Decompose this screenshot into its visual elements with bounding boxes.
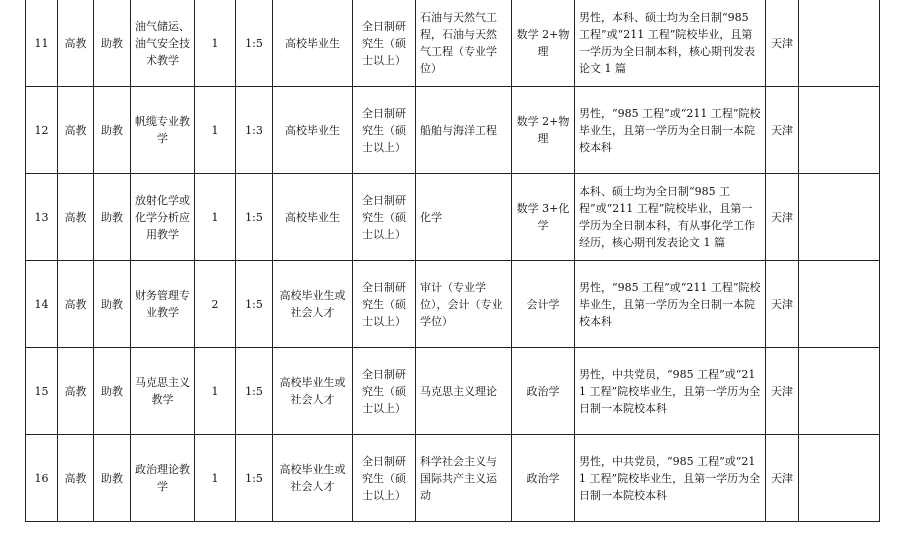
cell-note — [799, 0, 880, 87]
cell-exam: 政治学 — [512, 348, 575, 435]
cell-ratio: 1:5 — [236, 0, 273, 87]
cell-position: 财务管理专业教学 — [131, 261, 195, 348]
cell-source: 高校毕业生 — [273, 174, 353, 261]
cell-category: 高教 — [58, 261, 94, 348]
cell-location: 天津 — [766, 87, 799, 174]
cell-exam: 数学 3+化学 — [512, 174, 575, 261]
table-row — [26, 174, 880, 261]
cell-note — [799, 87, 880, 174]
cell-major: 石油与天然气工程，石油与天然气工程（专业学位） — [416, 0, 512, 87]
cell-location: 天津 — [766, 348, 799, 435]
recruitment-table — [25, 0, 880, 522]
cell-number: 11 — [26, 0, 58, 87]
cell-requirements: 男性，“985 工程”或“211 工程”院校毕业生，且第一学历为全日制一本院校本科 — [575, 261, 766, 348]
table-row — [26, 87, 880, 174]
cell-number: 16 — [26, 435, 58, 522]
cell-education: 全日制研究生（硕士以上） — [353, 174, 416, 261]
cell-ratio: 1:5 — [236, 435, 273, 522]
cell-position: 政治理论教学 — [131, 435, 195, 522]
cell-exam: 政治学 — [512, 435, 575, 522]
cell-requirements: 本科、硕士均为全日制“985 工程”或“211 工程”院校毕业，且第一学历为全日制本科，有从事化学工作经历，核心期刊发表论文 1 篇 — [575, 174, 766, 261]
cell-source: 高校毕业生或社会人才 — [273, 348, 353, 435]
cell-title: 助教 — [94, 87, 131, 174]
table-row — [26, 261, 880, 348]
cell-education: 全日制研究生（硕士以上） — [353, 261, 416, 348]
cell-exam: 数学 2+物理 — [512, 87, 575, 174]
cell-count: 1 — [195, 87, 236, 174]
cell-education: 全日制研究生（硕士以上） — [353, 87, 416, 174]
cell-title: 助教 — [94, 174, 131, 261]
cell-ratio: 1:3 — [236, 87, 273, 174]
cell-position: 马克思主义教学 — [131, 348, 195, 435]
cell-requirements: 男性，“985 工程”或“211 工程”院校毕业生，且第一学历为全日制一本院校本科 — [575, 87, 766, 174]
cell-position: 油气储运、油气安全技术教学 — [131, 0, 195, 87]
cell-source: 高校毕业生或社会人才 — [273, 261, 353, 348]
cell-exam: 会计学 — [512, 261, 575, 348]
cell-exam: 数学 2+物理 — [512, 0, 575, 87]
table-row — [26, 435, 880, 522]
cell-location: 天津 — [766, 174, 799, 261]
cell-category: 高教 — [58, 348, 94, 435]
cell-category: 高教 — [58, 435, 94, 522]
cell-category: 高教 — [58, 0, 94, 87]
cell-count: 2 — [195, 261, 236, 348]
cell-ratio: 1:5 — [236, 174, 273, 261]
cell-location: 天津 — [766, 0, 799, 87]
cell-requirements: 男性，中共党员，“985 工程”或“211 工程”院校毕业生，且第一学历为全日制一本院校本科 — [575, 435, 766, 522]
cell-major: 化学 — [416, 174, 512, 261]
cell-number: 14 — [26, 261, 58, 348]
cell-category: 高教 — [58, 174, 94, 261]
cell-title: 助教 — [94, 348, 131, 435]
cell-ratio: 1:5 — [236, 261, 273, 348]
cell-count: 1 — [195, 0, 236, 87]
cell-number: 15 — [26, 348, 58, 435]
cell-major: 审计（专业学位），会计（专业学位） — [416, 261, 512, 348]
cell-requirements: 男性，中共党员，“985 工程”或“211 工程”院校毕业生，且第一学历为全日制一本院校本科 — [575, 348, 766, 435]
cell-count: 1 — [195, 348, 236, 435]
cell-location: 天津 — [766, 435, 799, 522]
cell-note — [799, 435, 880, 522]
cell-ratio: 1:5 — [236, 348, 273, 435]
cell-major: 科学社会主义与国际共产主义运动 — [416, 435, 512, 522]
cell-count: 1 — [195, 435, 236, 522]
cell-note — [799, 174, 880, 261]
cell-note — [799, 348, 880, 435]
table-row — [26, 0, 880, 87]
cell-title: 助教 — [94, 435, 131, 522]
cell-note — [799, 261, 880, 348]
table-row — [26, 348, 880, 435]
cell-requirements: 男性，本科、硕士均为全日制“985 工程”或“211 工程”院校毕业，且第一学历为全日制本科，核心期刊发表论文 1 篇 — [575, 0, 766, 87]
cell-title: 助教 — [94, 261, 131, 348]
cell-location: 天津 — [766, 261, 799, 348]
cell-count: 1 — [195, 174, 236, 261]
cell-position: 帆缆专业教学 — [131, 87, 195, 174]
cell-source: 高校毕业生或社会人才 — [273, 435, 353, 522]
cell-education: 全日制研究生（硕士以上） — [353, 435, 416, 522]
cell-education: 全日制研究生（硕士以上） — [353, 0, 416, 87]
cell-source: 高校毕业生 — [273, 0, 353, 87]
cell-source: 高校毕业生 — [273, 87, 353, 174]
cell-major: 船舶与海洋工程 — [416, 87, 512, 174]
cell-position: 放射化学或化学分析应用教学 — [131, 174, 195, 261]
cell-major: 马克思主义理论 — [416, 348, 512, 435]
cell-number: 12 — [26, 87, 58, 174]
cell-education: 全日制研究生（硕士以上） — [353, 348, 416, 435]
cell-category: 高教 — [58, 87, 94, 174]
cell-number: 13 — [26, 174, 58, 261]
cell-title: 助教 — [94, 0, 131, 87]
